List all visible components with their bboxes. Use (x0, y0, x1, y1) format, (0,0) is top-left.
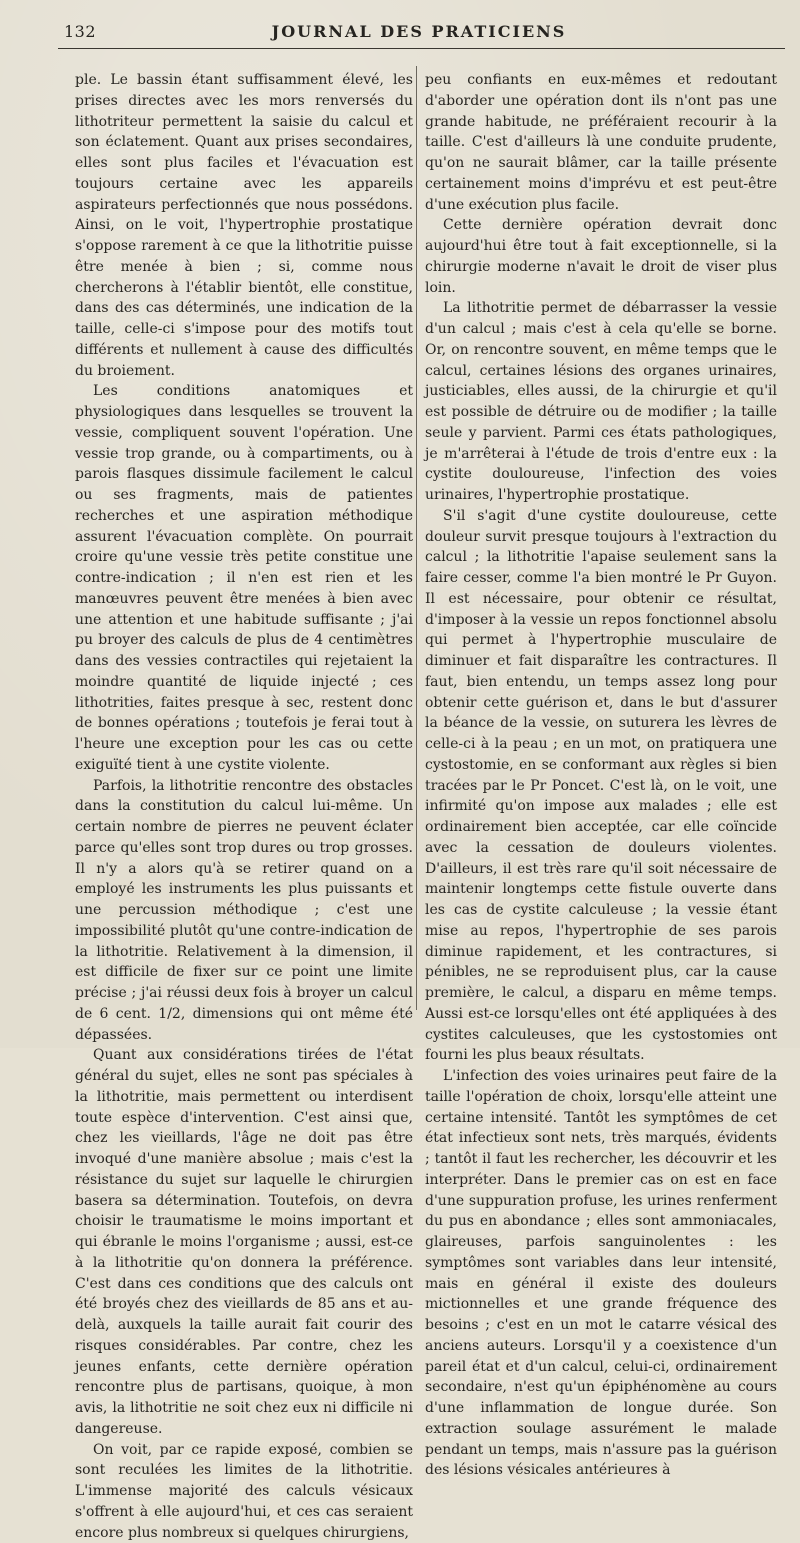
paragraph: L'infection des voies urinaires peut faire de la taille l'opération de choix, lorsqu'elle atteint une certaine intensité. Tantôt les symptômes de cet état infectieux sont nets, très marqués, évidents ; tantôt il faut les rechercher, les découvrir et les interpréter. Dans le premier cas on est en face d'une suppuration profuse, les urines renferment du pus en abondance ; elles sont ammoniacales, glaireuses, parfois sanguinolentes : les symptômes sont variables dans leur intensité, mais en général il existe des douleurs mictionnelles et une grande fréquence des besoins ; c'est en un mot le catarre vésical des anciens auteurs. Lorsqu'il y a coexistence d'un pareil état et d'un calcul, celui-ci, ordinairement secondaire, n'est qu'un épiphénomène au cours d'une inflammation de longue durée. Son extraction soulage assurément le malade pendant un temps, mais n'assure pas la guérison des lésions vésicales antérieures à (425, 1066, 777, 1481)
page-header (58, 18, 780, 44)
paragraph: La lithotritie permet de débarrasser la vessie d'un calcul ; mais c'est à cela qu'elle se borne. Or, on rencontre souvent, en même temps que le calcul, certaines lésions des organes urinaires, justiciables, elles aussi, de la chirurgie et qu'il est possible de détruire ou de modifier ; la taille seule y parvient. Parmi ces états pathologiques, je m'arrêterai à l'étude de trois d'entre eux : la cystite douloureuse, l'infection des voies urinaires, l'hypertrophie prostatique. (425, 298, 777, 506)
column-divider (416, 66, 417, 1010)
page-number: 132 (64, 22, 96, 41)
right-column (425, 70, 777, 1010)
paragraph: peu confiants en eux-mêmes et redoutant d'aborder une opération dont ils n'ont pas une grande habitude, ne préféraient recourir à la taille. C'est d'ailleurs là une conduite prudente, qu'on ne saurait blâmer, car la taille présente certainement moins d'imprévu et est peut-être d'une exécution plus facile. (425, 70, 777, 215)
paragraph: S'il s'agit d'une cystite douloureuse, cette douleur survit presque toujours à l'extraction du calcul ; la lithotritie l'apaise seulement sans la faire cesser, comme l'a bien montré le Pr Guyon. Il est nécessaire, pour obtenir ce résultat, d'imposer à la vessie un repos fonctionnel absolu qui permet à l'hypertrophie musculaire de diminuer et fait disparaître les contractures. Il faut, bien entendu, un temps assez long pour obtenir cette guérison et, dans le but d'assurer la béance de la vessie, on suturera les lèvres de celle-ci à la peau ; en un mot, on pratiquera une cystostomie, en se conformant aux règles si bien tracées par le Pr Poncet. C'est là, on le voit, une infirmité qu'on impose aux malades ; elle est ordinairement bien acceptée, car elle coïncide avec la cessation de douleurs violentes. D'ailleurs, il est très rare qu'il soit nécessaire de maintenir longtemps cette fistule ouverte dans les cas de cystite calculeuse ; la vessie étant mise au repos, l'hypertrophie de ses parois diminue rapidement, et les contractures, si pénibles, ne se reproduisent plus, car la cause première, le calcul, a disparu en même temps. Aussi est-ce lorsqu'elles ont été appliquées à des cystites calculeuses, que les cystostomies ont fourni les plus beaux résultats. (425, 506, 777, 1066)
journal-title: JOURNAL DES PRATICIENS (58, 22, 780, 41)
paragraph: Cette dernière opération devrait donc aujourd'hui être tout à fait exceptionnelle, si la chirurgie moderne n'avait le droit de viser plus loin. (425, 215, 777, 298)
header-rule (58, 48, 785, 49)
paragraph: Quant aux considérations tirées de l'état général du sujet, elles ne sont pas spéciales à la lithotritie, mais permettent ou interdisent toute espèce d'intervention. C'est ainsi que, chez les vieillards, l'âge ne doit pas être invoqué d'une manière absolue ; mais c'est la résistance du sujet sur laquelle le chirurgien basera sa détermination. Toutefois, on devra choisir le traumatisme le moins important et qui ébranle le moins l'organisme ; aussi, est-ce à la lithotritie qu'on donnera la préférence. C'est dans ces conditions que des calculs ont été broyés chez des vieillards de 85 ans et au-delà, auxquels la taille aurait fait courir des risques considérables. Par contre, chez les jeunes enfants, cette dernière opération rencontre plus de partisans, quoique, à mon avis, la lithotritie ne soit chez eux ni difficile ni dangereuse. (75, 1045, 413, 1439)
paragraph: Les conditions anatomiques et physiologiques dans lesquelles se trouvent la vessie, compliquent souvent l'opération. Une vessie trop grande, ou à compartiments, ou à parois flasques dissimule facilement le calcul ou ses fragments, mais de patientes recherches et une aspiration méthodique assurent l'évacuation complète. On pourrait croire qu'une vessie très petite constitue une contre-indication ; il n'en est rien et les manœuvres peuvent être menées à bien avec une attention et une habitude suffisante ; j'ai pu broyer des calculs de plus de 4 centimètres dans des vessies contractiles qui rejetaient la moindre quantité de liquide injecté ; ces lithotrities, faites presque à sec, restent donc de bonnes opérations ; toutefois je ferai tout à l'heure une exception pour les cas ou cette exiguïté tient à une cystite violente. (75, 381, 413, 775)
paragraph: Parfois, la lithotritie rencontre des obstacles dans la constitution du calcul lui-même. Un certain nombre de pierres ne peuvent éclater parce qu'elles sont trop dures ou trop grosses. Il n'y a alors qu'à se retirer quand on a employé les instruments les plus puissants et une percussion méthodique ; c'est une impossibilité plutôt qu'une contre-indication de la lithotritie. Relativement à la dimension, il est difficile de fixer sur ce point une limite précise ; j'ai réussi deux fois à broyer un calcul de 6 cent. 1/2, dimensions qui ont même été dépassées. (75, 776, 413, 1046)
paragraph: ple. Le bassin étant suffisamment élevé, les prises directes avec les mors renversés du lithotriteur permettent la saisie du calcul et son éclatement. Quant aux prises secondaires, elles sont plus faciles et l'évacuation est toujours certaine avec les appareils aspirateurs perfectionnés que nous possédons. Ainsi, on le voit, l'hypertrophie prostatique s'oppose rarement à ce que la lithotritie puisse être menée à bien ; si, comme nous chercherons à l'établir bientôt, elle constitue, dans des cas déterminés, une indication de la taille, celle-ci s'impose pour des motifs tout différents et nullement à cause des difficultés du broiement. (75, 70, 413, 381)
paragraph: On voit, par ce rapide exposé, combien se sont reculées les limites de la lithotritie. L'immense majorité des calculs vésicaux s'offrent à elle aujourd'hui, et ces cas seraient encore plus nombreux si quelques chirurgiens, (75, 1440, 413, 1543)
left-column (75, 70, 413, 1010)
